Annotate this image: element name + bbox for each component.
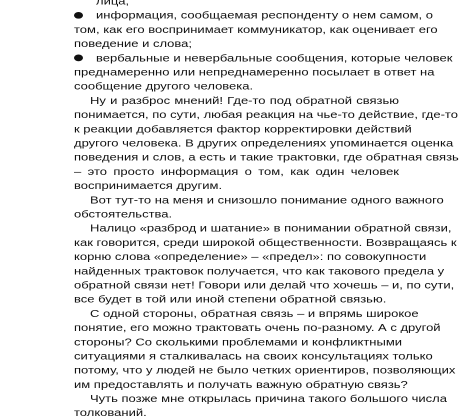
- text-line: другого человека. В других определениях упоминается оценка: [74, 137, 454, 149]
- text-line: сообщение другого человека.: [74, 80, 254, 92]
- text-line: Вот тут-то на меня и снизошло понимание одного важного: [90, 194, 444, 206]
- text-line: – это просто информация о том, как один человек: [74, 165, 399, 178]
- paragraph: [74, 193, 444, 221]
- text-line: толкований.: [74, 407, 147, 419]
- paragraph: [74, 392, 447, 420]
- text-line: понимается, по сути, любая реакция на чье-то действие, где-то: [74, 109, 458, 121]
- paragraph: [74, 221, 457, 306]
- text-line: как говорится, среди широкой общественности. Возвращаясь к: [74, 236, 457, 249]
- text-line: потому, что у людей не было четких ориентиров, позволяющих: [74, 364, 456, 376]
- bullet-item: [74, 51, 453, 94]
- text-line: корню слова «определение» – «предел»: по совокупности: [74, 251, 427, 263]
- text-line: лица;: [96, 0, 130, 7]
- text-line: обратной связи нет! Говори или делай что хочешь – и, по сути,: [74, 279, 455, 291]
- text-line: вербальные и невербальные сообщения, которые человек: [96, 52, 453, 64]
- text-line: найденных трактовок получается, что как такового предела у: [74, 265, 445, 277]
- text-line: стороны? Со сколькими проблемами и конфликтными: [74, 336, 403, 348]
- bullet-list: [74, 0, 399, 8]
- text-line: им предоставлять и получать важную обратную связь?: [74, 378, 408, 391]
- paragraph: [74, 93, 459, 192]
- text-line: к реакции добавляется фактор корректировки действий: [74, 123, 412, 135]
- text-line: преднамеренно или непреднамеренно посылает в ответ на: [74, 66, 435, 78]
- text-line: С одной стороны, обратная связь – и впрямь широкое: [90, 307, 419, 320]
- text-line: воспринимается другим.: [74, 180, 223, 192]
- bullet-item: [74, 8, 438, 51]
- text-line: информация, сообщаемая респонденту о нем самом, о: [96, 9, 433, 21]
- text-line: Чуть позже мне открылась причина такого большого числа: [90, 393, 447, 405]
- text-line: том, как его воспринимает коммуникатор, как оценивает его: [74, 23, 438, 36]
- text-line: Ну и разброс мнений! Где-то под обратной связью: [90, 94, 399, 107]
- paragraph: [74, 306, 456, 391]
- text-line: ситуациями я сталкивалась на своих консультациях только: [74, 350, 433, 362]
- text-line: поведения и слов, а есть и такие трактовки, где обратная связь: [74, 151, 459, 163]
- text-line: понятие, его можно трактовать очень по-разному. А с другой: [74, 322, 441, 334]
- text-line: все будет в той или иной степени обратной связью.: [74, 293, 387, 305]
- text-line: поведение и слова;: [74, 38, 193, 50]
- text-line: Налицо «разброд и шатание» в понимании обратной связи,: [90, 222, 452, 234]
- text-line: обстоятельства.: [74, 208, 173, 220]
